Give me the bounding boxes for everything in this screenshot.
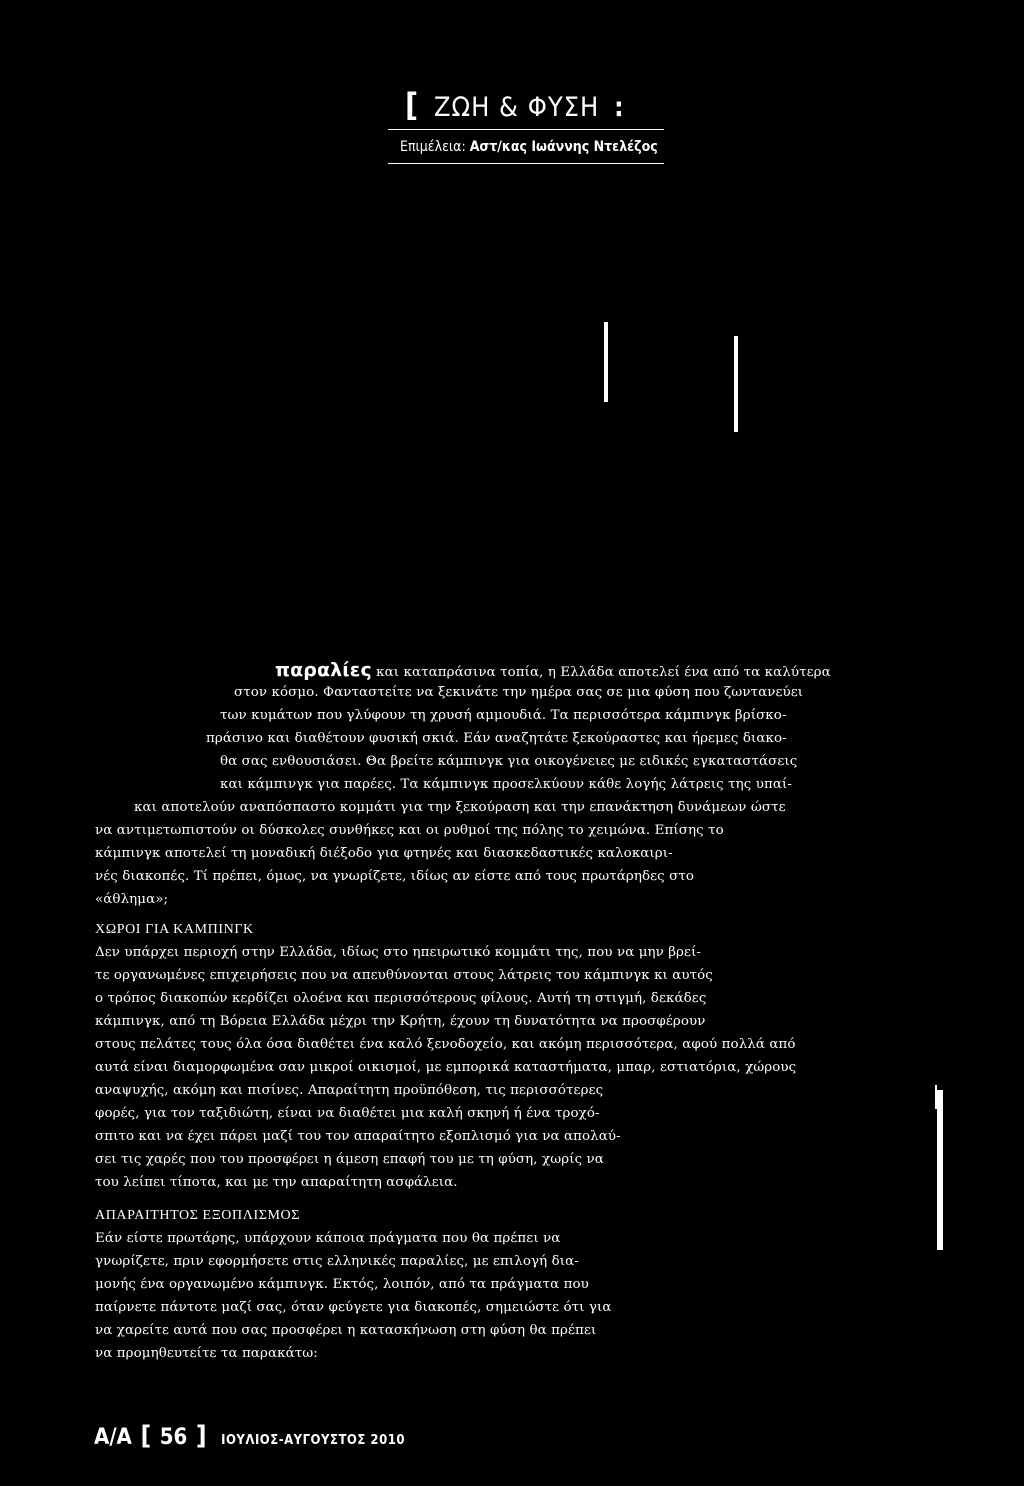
intro-line: κάμπινγκ αποτελεί τη μοναδική διέξοδο για φτηνές και διασκεδαστικές καλοκαιρι- — [95, 846, 673, 861]
intro-line: στον κόσμο. Φανταστείτε να ξεκινάτε την ημέρα σας σε μια φύση που ζωντανεύει — [234, 685, 804, 700]
magazine-name: Α/Α — [94, 1425, 132, 1450]
page-footer — [94, 1421, 405, 1451]
body-line: να προμηθευτείτε τα παρακάτω: — [95, 1346, 318, 1361]
section-title-campsites: ΧΩΡΟΙ ΓΙΑ ΚΑΜΠΙΝΓΚ — [95, 922, 254, 937]
header-rule-top — [388, 129, 664, 130]
intro-line: πράσινο και διαθέτουν φυσική σκιά. Εάν αναζητάτε ξεκούραστες και ήρεμες διακο- — [206, 731, 787, 746]
footer-bracket-left: [ — [140, 1421, 152, 1451]
decorative-bar — [604, 322, 608, 402]
body-line: γνωρίζετε, πριν εφορμήσετε στις ελληνικές παραλίες, με επιλογή δια- — [95, 1254, 579, 1269]
body-line: Δεν υπάρχει περιοχή στην Ελλάδα, ιδίως στο ηπειρωτικό κομμάτι της, που να μην βρεί- — [95, 945, 702, 960]
intro-line: και αποτελούν αναπόσπαστο κομμάτι για την ξεκούραση και την επανάκτηση δυνάμεων ώστε — [134, 800, 786, 815]
body-line: μονής ένα οργανωμένο κάμπινγκ. Εκτός, λοιπόν, από τα πράγματα που — [95, 1277, 589, 1292]
body-line: σπιτο και να έχει πάρει μαζί του τον απαραίτητο εξοπλισμό για να απολαύ- — [95, 1129, 621, 1144]
page-number: 56 — [159, 1425, 188, 1450]
decorative-bar — [937, 1090, 943, 1250]
editor-name: Αστ/κας Ιωάννης Ντελέζος — [469, 139, 658, 155]
body-line: αναψυχής, ακόμη και πισίνες. Απαραίτητη προϋπόθεση, τις περισσότερες — [95, 1083, 604, 1098]
intro-line: των κυμάτων που γλύφουν τη χρυσή αμμουδιά. Τα περισσότερα κάμπινγκ βρίσκο- — [220, 708, 787, 723]
editor-credit — [400, 139, 658, 155]
issue-date: ΙΟΥΛΙΟΣ-ΑΥΓΟΥΣΤΟΣ 2010 — [221, 1433, 405, 1448]
heading-mark: : — [614, 92, 625, 123]
body-line: στους πελάτες τους όλα όσα διαθέτει ένα καλό ξενοδοχείο, και ακόμη περισσότερα, αφού πολλά από — [95, 1037, 796, 1052]
intro-line — [275, 661, 831, 682]
intro-line: να αντιμετωπιστούν οι δύσκολες συνθήκες και οι ρυθμοί της πόλης το χειμώνα. Επίσης το — [95, 823, 724, 838]
section-title-equipment: ΑΠΑΡΑΙΤΗΤΟΣ ΕΞΟΠΛΙΣΜΟΣ — [95, 1208, 300, 1223]
heading-bracket: [ — [405, 86, 420, 124]
intro-line: «άθλημα»; — [95, 892, 169, 907]
section-heading — [405, 86, 625, 124]
body-line: τε οργανωμένες επιχειρήσεις που να απευθύνονται στους λάτρεις του κάμπινγκ κι αυτός — [95, 968, 713, 983]
body-line: φορές, για τον ταξιδιώτη, είναι να διαθέτει μια καλή σκηνή ή ένα τροχό- — [95, 1106, 600, 1121]
intro-text: και καταπράσινα τοπία, η Ελλάδα αποτελεί ένα από τα καλύτερα — [371, 665, 831, 680]
section-title: ΖΩΗ & ΦΥΣΗ — [433, 92, 600, 123]
body-line: Εάν είστε πρωτάρης, υπάρχουν κάποια πράγματα που θα πρέπει να — [95, 1231, 561, 1246]
intro-line: θα σας ενθουσιάσει. Θα βρείτε κάμπινγκ για οικογένειες με ειδικές εγκαταστάσεις — [220, 754, 798, 769]
intro-line: και κάμπινγκ για παρέες. Τα κάμπινγκ προσελκύουν κάθε λογής λάτρεις της υπαί- — [220, 777, 792, 792]
body-line: σει τις χαρές που του προσφέρει η άμεση επαφή του με τη φύση, χωρίς να — [95, 1152, 604, 1167]
body-line: να χαρείτε αυτά που σας προσφέρει η κατασκήνωση στη φύση θα πρέπει — [95, 1323, 597, 1338]
intro-lead-word: παραλίες — [275, 659, 372, 681]
intro-line: νές διακοπές. Τί πρέπει, όμως, να γνωρίζετε, ιδίως αν είστε από τους πρωτάρηδες στο — [95, 869, 695, 884]
body-line: του λείπει τίποτα, και με την απαραίτητη ασφάλεια. — [95, 1175, 458, 1190]
body-line: ο τρόπος διακοπών κερδίζει ολοένα και περισσότερους φίλους. Αυτή τη στιγμή, δεκάδες — [95, 991, 707, 1006]
decorative-bar — [734, 336, 738, 432]
body-line: αυτά είναι διαμορφωμένα σαν μικροί οικισμοί, με εμπορικά καταστήματα, μπαρ, εστιατόρια, χώρους — [95, 1060, 797, 1075]
body-line: κάμπινγκ, από τη Βόρεια Ελλάδα μέχρι την Κρήτη, έχουν τη δυνατότητα να προσφέρουν — [95, 1014, 706, 1029]
body-line: παίρνετε πάντοτε μαζί σας, όταν φεύγετε για διακοπές, σημειώστε ότι για — [95, 1300, 612, 1315]
footer-bracket-right: ] — [195, 1421, 207, 1451]
header-rule-bottom — [388, 163, 664, 164]
editor-label: Επιμέλεια: — [400, 139, 466, 155]
